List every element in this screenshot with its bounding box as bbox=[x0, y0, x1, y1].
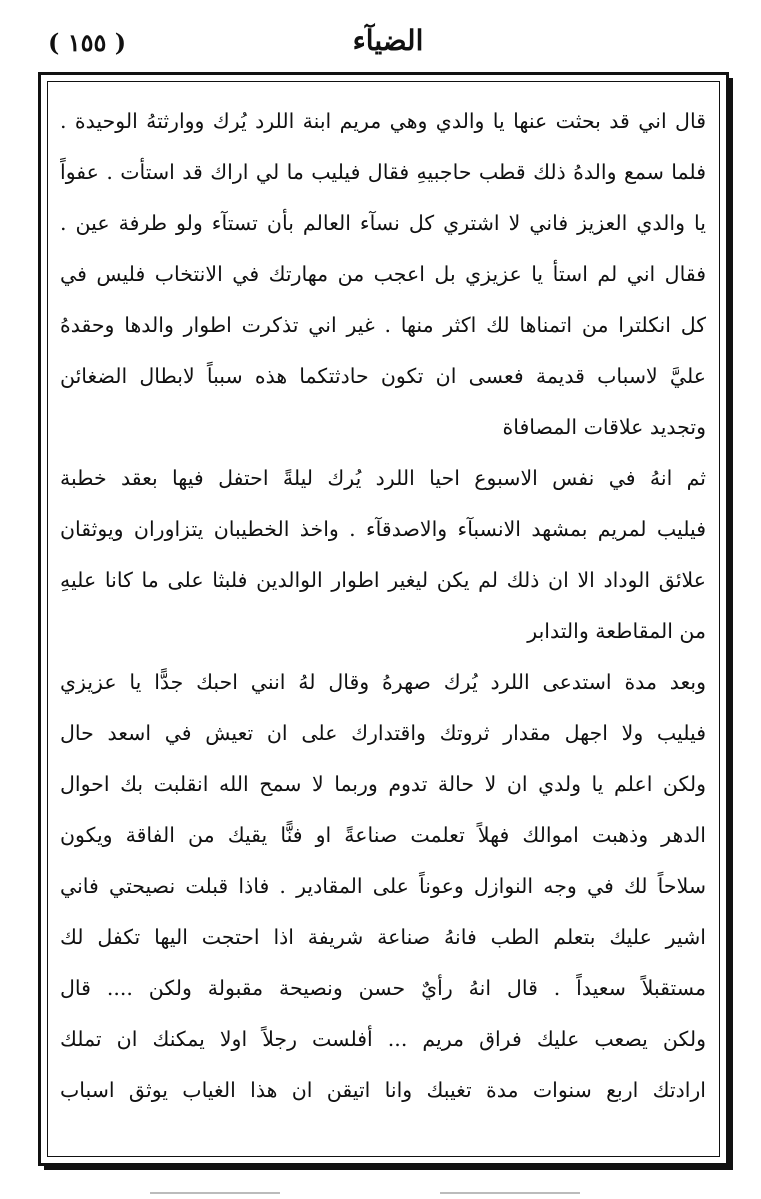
text-body bbox=[60, 96, 706, 1116]
text-line: فلما سمع والدهُ ذلك قطب حاجبيهِ فقال فيليب ما لي اراك قد استأت . عفواً bbox=[60, 160, 706, 184]
text-line: من المقاطعة والتدابر bbox=[527, 619, 706, 643]
text-line: فيليب ولا اجهل مقدار ثروتك واقتدارك على ان تعيش في اسعد حال bbox=[60, 721, 706, 745]
text-line: وتجديد علاقات المصافاة bbox=[502, 415, 706, 439]
scan-edge-marks bbox=[0, 1192, 761, 1196]
text-line: اشير عليك بتعلم الطب فانهُ صناعة شريفة اذا احتجت اليها تكفل لك bbox=[60, 925, 706, 949]
text-line: مستقبلاً سعيداً . قال انهُ رأيٌ حسن ونصيحة مقبولة ولكن .... قال bbox=[60, 976, 706, 1000]
page-number: ( ١٥٥ ) bbox=[48, 28, 127, 57]
text-line: قال اني قد بحثت عنها يا والدي وهي مريم ابنة اللرد يُرك ووارثتهُ الوحيدة . bbox=[60, 109, 706, 133]
text-line: فقال اني لم استأ يا عزيزي بل اعجب من مهارتك في الانتخاب فليس في bbox=[60, 262, 706, 286]
text-line: يا والدي العزيز فاني لا اشتري كل نسآء العالم بأن تستآء ولو طرفة عين . bbox=[60, 211, 706, 235]
frame-shadow-bottom bbox=[44, 1166, 732, 1170]
text-line: ثم انهُ في نفس الاسبوع احيا اللرد يُرك ليلةً احتفل فيها بعقد خطبة bbox=[60, 466, 706, 490]
text-line: الدهر وذهبت اموالك فهلاً تعلمت صناعةً او فنًّا يقيك من الفاقة ويكون bbox=[60, 823, 706, 847]
frame-shadow-right bbox=[729, 78, 733, 1170]
journal-title: الضيآء bbox=[352, 24, 424, 57]
text-line: ولكن اعلم يا ولدي ان لا حالة تدوم وربما لا سمح الله انقلبت بك احوال bbox=[60, 772, 706, 796]
running-head bbox=[48, 22, 728, 62]
text-line: علائق الوداد الا ان ذلك لم يكن ليغير اطوار الوالدين فلبثا على ما كانا عليهِ bbox=[60, 568, 706, 592]
text-line: عليَّ لاسباب قديمة فعسى ان تكون حادثتكما هذه سبباً لابطال الضغائن bbox=[60, 364, 706, 388]
text-line: ارادتك اربع سنوات مدة تغيبك وانا اتيقن ان هذا الغياب يوثق اسباب bbox=[60, 1078, 706, 1102]
text-line: وبعد مدة استدعى اللرد يُرك صهرهُ وقال لهُ انني احبك جدًّا يا عزيزي bbox=[60, 670, 706, 694]
text-line: ولكن يصعب عليك فراق مريم ... أفلست رجلاً اولا يمكنك ان تملك bbox=[60, 1027, 706, 1051]
text-line: سلاحاً لك في وجه النوازل وعوناً على المقادير . فاذا قبلت نصيحتي فاني bbox=[60, 874, 706, 898]
text-line: فيليب لمريم بمشهد الانسبآء والاصدقآء . واخذ الخطيبان يتزاوران ويوثقان bbox=[60, 517, 706, 541]
text-line: كل انكلترا من اتمناها لك اكثر منها . غير اني تذكرت اطوار والدها وحقدهُ bbox=[60, 313, 706, 337]
